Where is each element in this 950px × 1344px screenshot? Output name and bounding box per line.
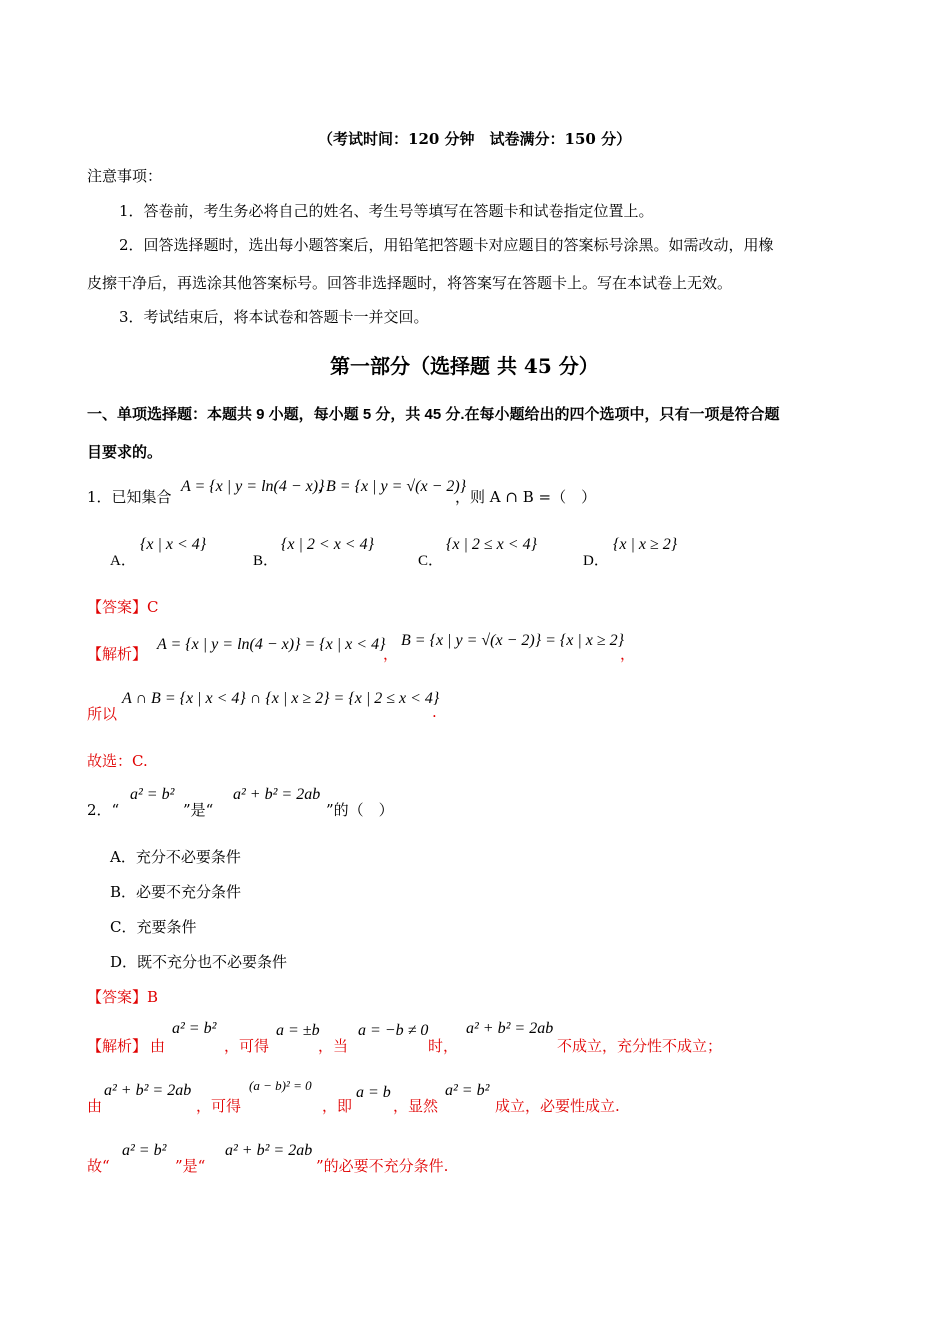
section-instruction-line2: 目要求的。 xyxy=(87,444,163,461)
q2-a1-expr-4: a² + b² = 2ab xyxy=(466,1020,554,1037)
q1-analysis-end: ， xyxy=(620,645,636,663)
q2-a2-expr-4: a² = b² xyxy=(445,1082,490,1099)
notice-title: 注意事项： xyxy=(87,167,163,185)
q1-so-end: . xyxy=(432,703,437,721)
q2-option-d: D．既不充分也不必要条件 xyxy=(110,953,288,971)
q2-a2-expr-2: (a − b)² = 0 xyxy=(249,1078,312,1093)
q2-mid: ”是“ xyxy=(183,801,214,819)
q2-a1-expr-1: a² = b² xyxy=(172,1020,217,1037)
notice-item-3: 3．考试结束后，将本试卷和答题卡一并交回。 xyxy=(119,308,429,326)
q1-option-a-value: {x | x < 4} xyxy=(140,536,207,553)
q2-a2-text-4: ，显然 xyxy=(393,1097,439,1115)
section-instruction-line1: 一、单项选择题：本题共 9 小题，每小题 5 分，共 45 分.在每小题给出的四个选项中，只有一项是符合题 xyxy=(87,406,780,423)
exam-info: （考试时间：120 分钟 试卷满分：150 分） xyxy=(318,130,632,148)
q2-answer: 【答案】B xyxy=(87,988,159,1006)
q1-option-a-label: A． xyxy=(110,553,136,569)
q1-option-d-value: {x | x ≥ 2} xyxy=(613,536,678,553)
q2-a2-text-3: ，即 xyxy=(322,1097,353,1115)
q2-a1-text-3: ，当 xyxy=(318,1037,349,1055)
q2-prefix: 2．“ xyxy=(87,801,120,819)
q1-analysis-sep: ， xyxy=(383,645,399,663)
q2-option-c: C．充要条件 xyxy=(110,918,197,936)
q2-a1-text-5: 不成立，充分性不成立； xyxy=(557,1037,723,1055)
q2-expr-2: a² + b² = 2ab xyxy=(233,786,321,803)
q1-option-c-label: C． xyxy=(418,553,444,569)
q1-analysis-set-a: A = {x | y = ln(4 − x)} = {x | x < 4} xyxy=(157,636,386,653)
q1-prefix: 1．已知集合 xyxy=(87,488,172,506)
q2-stem-suffix: ”的（ ） xyxy=(326,801,394,819)
q2-conclusion-text-1: 故“ xyxy=(87,1157,110,1175)
q1-analysis-label: 【解析】 xyxy=(87,645,148,663)
q2-analysis-label: 【解析】 xyxy=(87,1037,148,1055)
q1-option-b-value: {x | 2 < x < 4} xyxy=(281,536,374,553)
notice-item-1: 1．答卷前，考生务必将自己的姓名、考生号等填写在答题卡和试卷指定位置上。 xyxy=(119,202,654,220)
q1-option-c-value: {x | 2 ≤ x < 4} xyxy=(446,536,537,553)
q1-set-b: , B = {x | y = √(x − 2)} xyxy=(318,478,467,495)
q2-a2-expr-3: a = b xyxy=(356,1084,391,1101)
notice-item-2-line1: 2．回答选择题时，选出每小题答案后，用铅笔把答题卡对应题目的答案标号涂黑。如需改动，用橡 xyxy=(119,236,774,254)
q2-expr-1: a² = b² xyxy=(130,786,175,803)
q1-set-a: A = {x | y = ln(4 − x)} xyxy=(181,478,325,495)
q1-option-b-label: B． xyxy=(253,553,279,569)
q2-conclusion-expr-2: a² + b² = 2ab xyxy=(225,1142,313,1159)
q2-a1-expr-3: a = −b ≠ 0 xyxy=(358,1022,429,1039)
q2-a2-expr-1: a² + b² = 2ab xyxy=(104,1082,192,1099)
q2-conclusion-text-2: ”是“ xyxy=(175,1157,206,1175)
q2-conclusion-expr-1: a² = b² xyxy=(122,1142,167,1159)
q2-a1-text-4: 时， xyxy=(428,1037,459,1055)
q2-a2-text-2: ，可得 xyxy=(196,1097,242,1115)
q1-answer: 【答案】C xyxy=(87,598,159,616)
notice-item-2-line2: 皮擦干净后，再选涂其他答案标号。回答非选择题时，将答案写在答题卡上。写在本试卷上无效。 xyxy=(87,274,733,292)
q1-stem-suffix: ，则 A ∩ B =（ ） xyxy=(455,488,597,506)
q1-choose: 故选：C. xyxy=(87,752,148,770)
q2-option-b: B．必要不充分条件 xyxy=(110,883,242,901)
q2-a1-text-2: ，可得 xyxy=(224,1037,270,1055)
q2-option-a: A．充分不必要条件 xyxy=(110,848,241,866)
q1-so-expression: A ∩ B = {x | x < 4} ∩ {x | x ≥ 2} = {x | 2 ≤ x < 4} xyxy=(122,690,440,707)
q2-conclusion-text-3: ”的必要不充分条件. xyxy=(316,1157,449,1175)
q2-a1-expr-2: a = ±b xyxy=(276,1022,320,1039)
q2-a1-text-1: 由 xyxy=(150,1037,166,1055)
part-title: 第一部分（选择题 共 45 分） xyxy=(330,354,599,378)
q2-a2-text-5: 成立，必要性成立. xyxy=(495,1097,620,1115)
q1-option-d-label: D． xyxy=(583,553,609,569)
q1-so-label: 所以 xyxy=(87,705,118,723)
q2-a2-text-1: 由 xyxy=(87,1097,103,1115)
q1-analysis-set-b: B = {x | y = √(x − 2)} = {x | x ≥ 2} xyxy=(401,632,625,649)
